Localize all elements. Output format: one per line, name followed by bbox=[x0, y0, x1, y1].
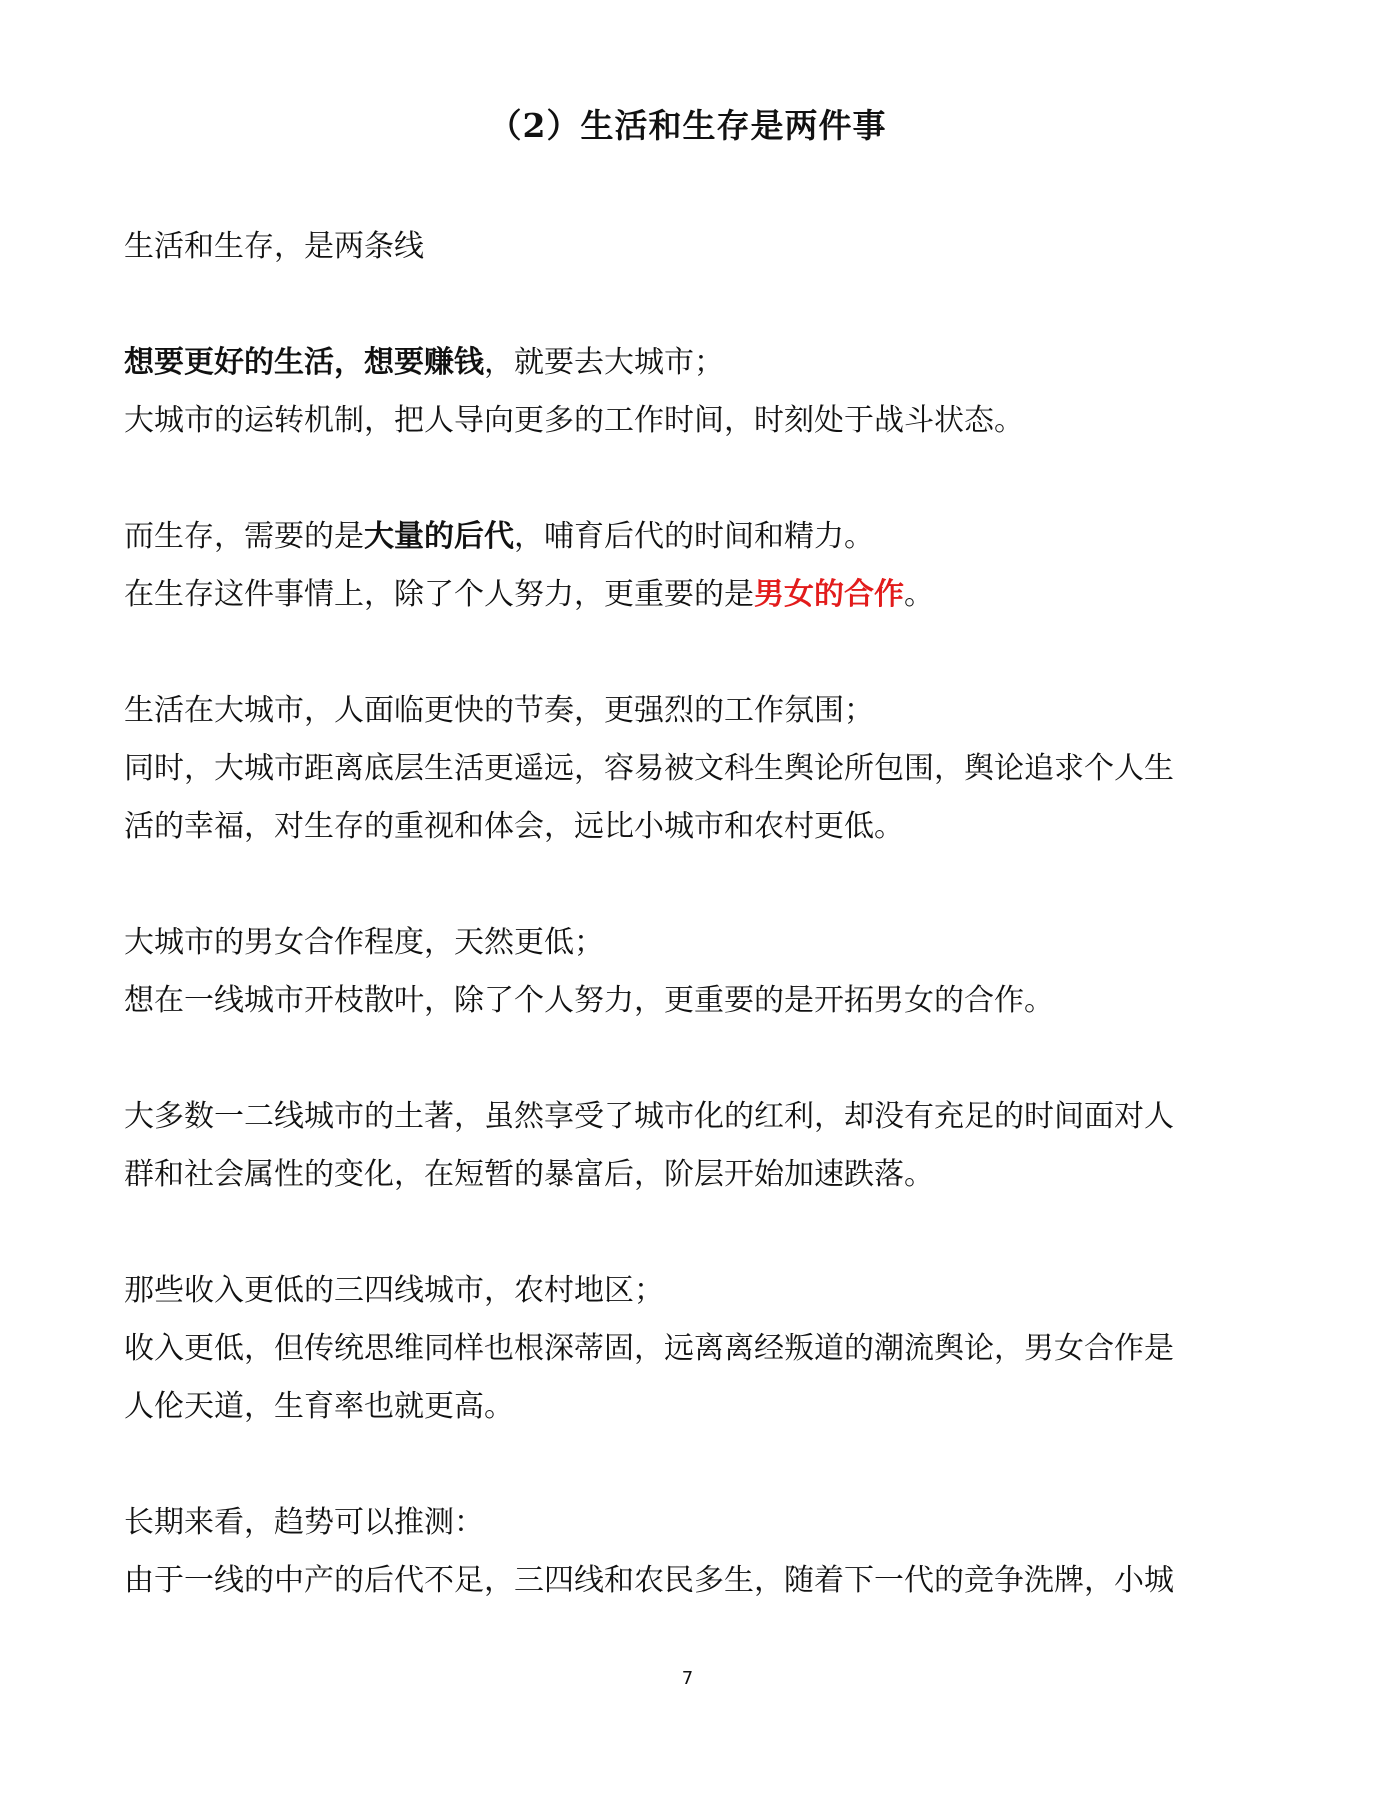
text-segment: ，哺育后代的时间和精力。 bbox=[514, 519, 874, 554]
text-line: 想在一线城市开枝散叶，除了个人努力，更重要的是开拓男女的合作。 bbox=[124, 983, 1054, 1018]
text-line: 同时，大城市距离底层生活更遥远，容易被文科生舆论所包围，舆论追求个人生 bbox=[124, 751, 1174, 786]
text-segment: 在生存这件事情上，除了个人努力，更重要的是 bbox=[124, 577, 754, 612]
paragraph bbox=[124, 1494, 1264, 1610]
text-line bbox=[124, 508, 1264, 566]
text-line: 生活在大城市，人面临更快的节奏，更强烈的工作氛围； bbox=[124, 693, 874, 728]
bold-emphasis: 想要更好的生活，想要赚钱 bbox=[124, 345, 484, 380]
text-segment: ，就要去大城市； bbox=[484, 345, 724, 380]
text-line bbox=[124, 334, 1264, 392]
paragraph bbox=[124, 1088, 1264, 1204]
text-line bbox=[124, 566, 1264, 624]
text-line: 活的幸福，对生存的重视和体会，远比小城市和农村更低。 bbox=[124, 809, 904, 844]
paragraph bbox=[124, 218, 1264, 276]
text-line: 人伦天道，生育率也就更高。 bbox=[124, 1389, 514, 1424]
page-number: 7 bbox=[681, 1668, 694, 1689]
text-line: 大多数一二线城市的土著，虽然享受了城市化的红利，却没有充足的时间面对人 bbox=[124, 1099, 1174, 1134]
text-line: 由于一线的中产的后代不足，三四线和农民多生，随着下一代的竞争洗牌，小城 bbox=[124, 1563, 1174, 1598]
text-segment: 而生存，需要的是 bbox=[124, 519, 364, 554]
paragraph bbox=[124, 682, 1264, 856]
text-line: 大城市的运转机制，把人导向更多的工作时间，时刻处于战斗状态。 bbox=[124, 403, 1024, 438]
paragraph bbox=[124, 1262, 1264, 1436]
text-line: 大城市的男女合作程度，天然更低； bbox=[124, 925, 604, 960]
red-emphasis: 男女的合作 bbox=[754, 577, 904, 612]
document-body bbox=[124, 218, 1264, 1668]
paragraph bbox=[124, 334, 1264, 450]
text-line: 那些收入更低的三四线城市，农村地区； bbox=[124, 1273, 664, 1308]
paragraph bbox=[124, 508, 1264, 624]
text-line: 生活和生存，是两条线 bbox=[124, 229, 424, 264]
text-line: 收入更低，但传统思维同样也根深蒂固，远离离经叛道的潮流舆论，男女合作是 bbox=[124, 1331, 1174, 1366]
page-title: （2）生活和生存是两件事 bbox=[488, 106, 887, 145]
text-segment: 。 bbox=[904, 577, 934, 612]
bold-emphasis: 大量的后代 bbox=[364, 519, 514, 554]
text-line: 长期来看，趋势可以推测： bbox=[124, 1505, 484, 1540]
text-line: 群和社会属性的变化，在短暂的暴富后，阶层开始加速跌落。 bbox=[124, 1157, 934, 1192]
paragraph bbox=[124, 914, 1264, 1030]
